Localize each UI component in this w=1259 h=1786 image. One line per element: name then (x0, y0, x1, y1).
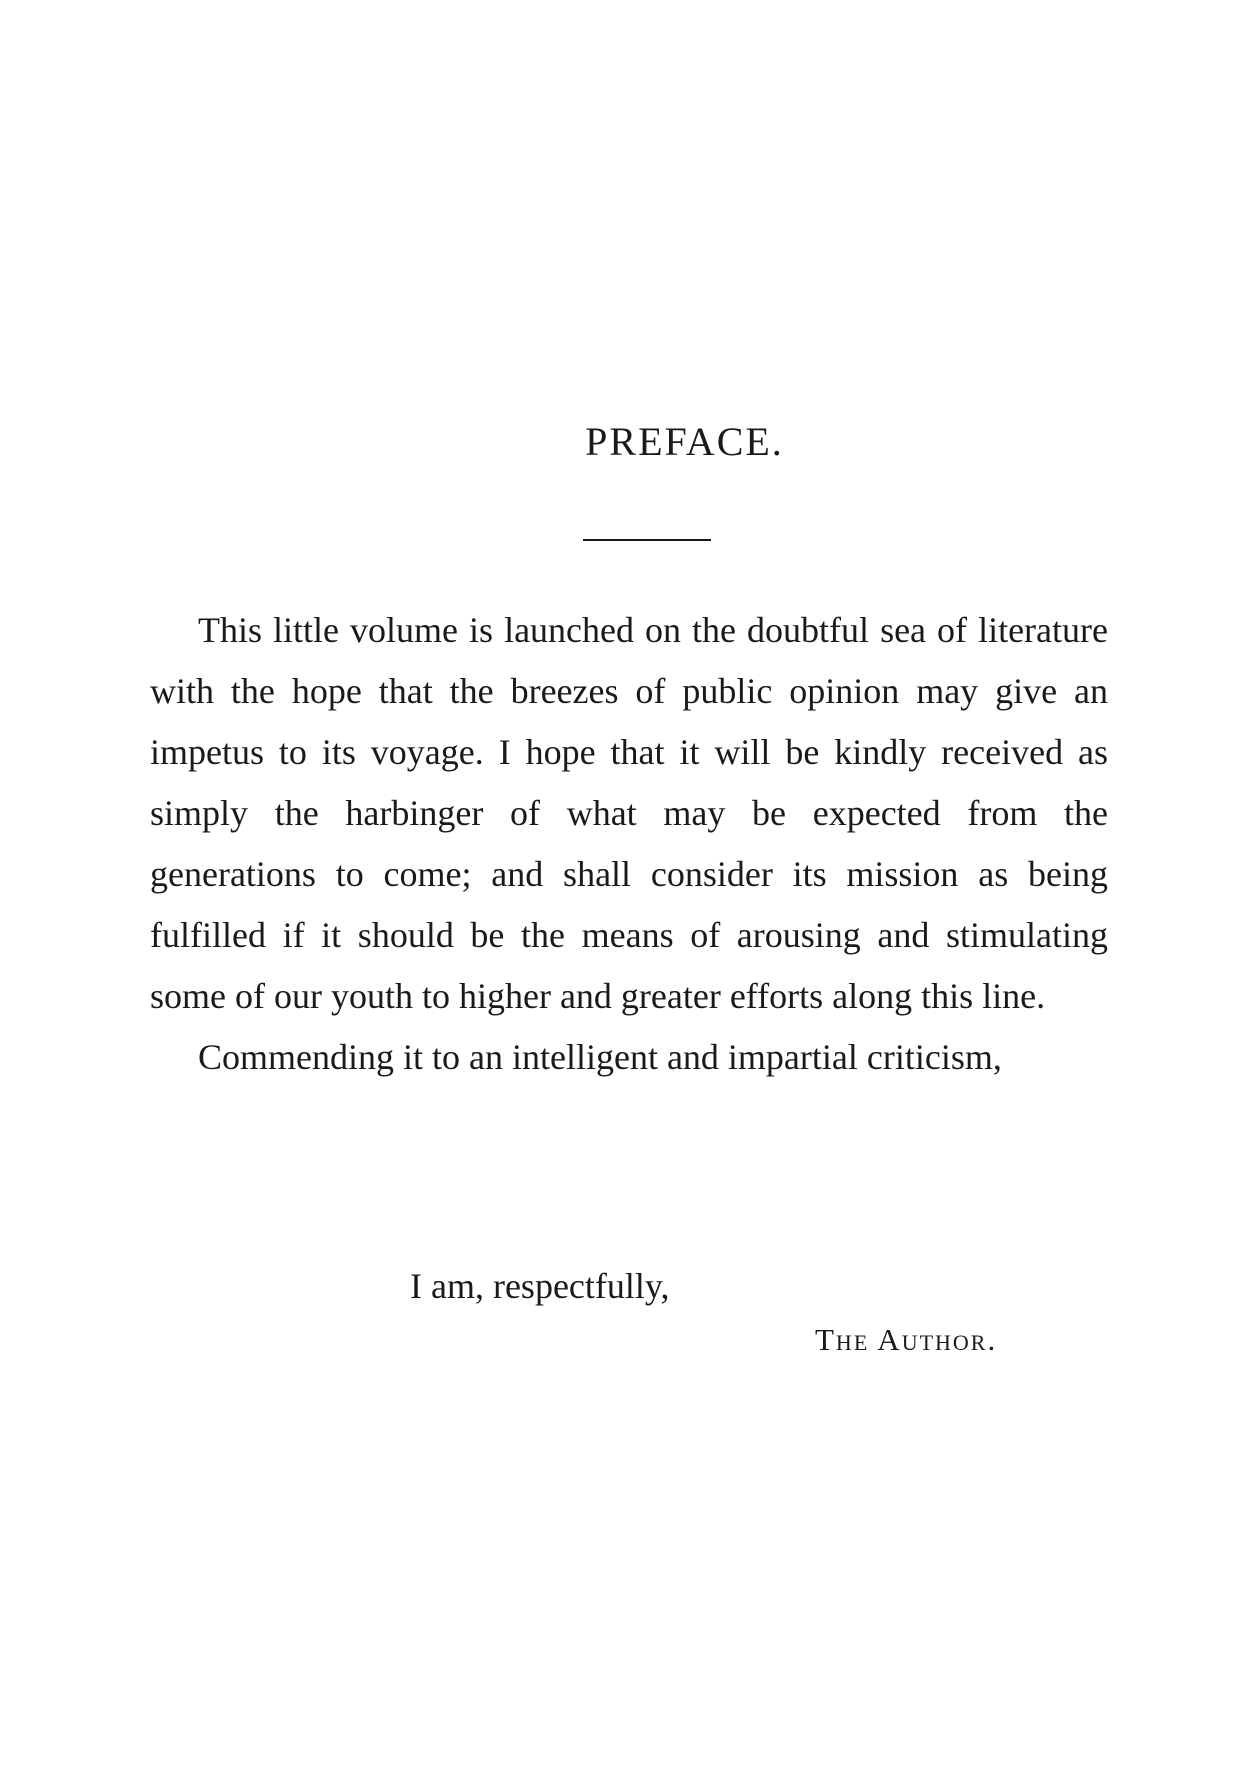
title-divider-rule (583, 539, 711, 541)
preface-paragraph-2: Commending it to an intelligent and impartial criticism, (198, 1037, 1002, 1077)
author-signature: The Author. (815, 1322, 998, 1357)
preface-paragraph-1: This little volume is launched on the doubtful sea of literature with the hope that the breezes of public opinion may give an impetus to its voyage. I hope that it will be kindly received as simply the harbinger of what may be expected from the generations to come; and shall consider its mission as being fulfilled if it should be the means of arousing and stimulating some of our youth to higher and greater efforts along this line. (150, 610, 1108, 1016)
closing-line: I am, respectfully, (410, 1266, 670, 1306)
page-title: PREFACE. (585, 419, 784, 464)
preface-body (150, 600, 1108, 1088)
